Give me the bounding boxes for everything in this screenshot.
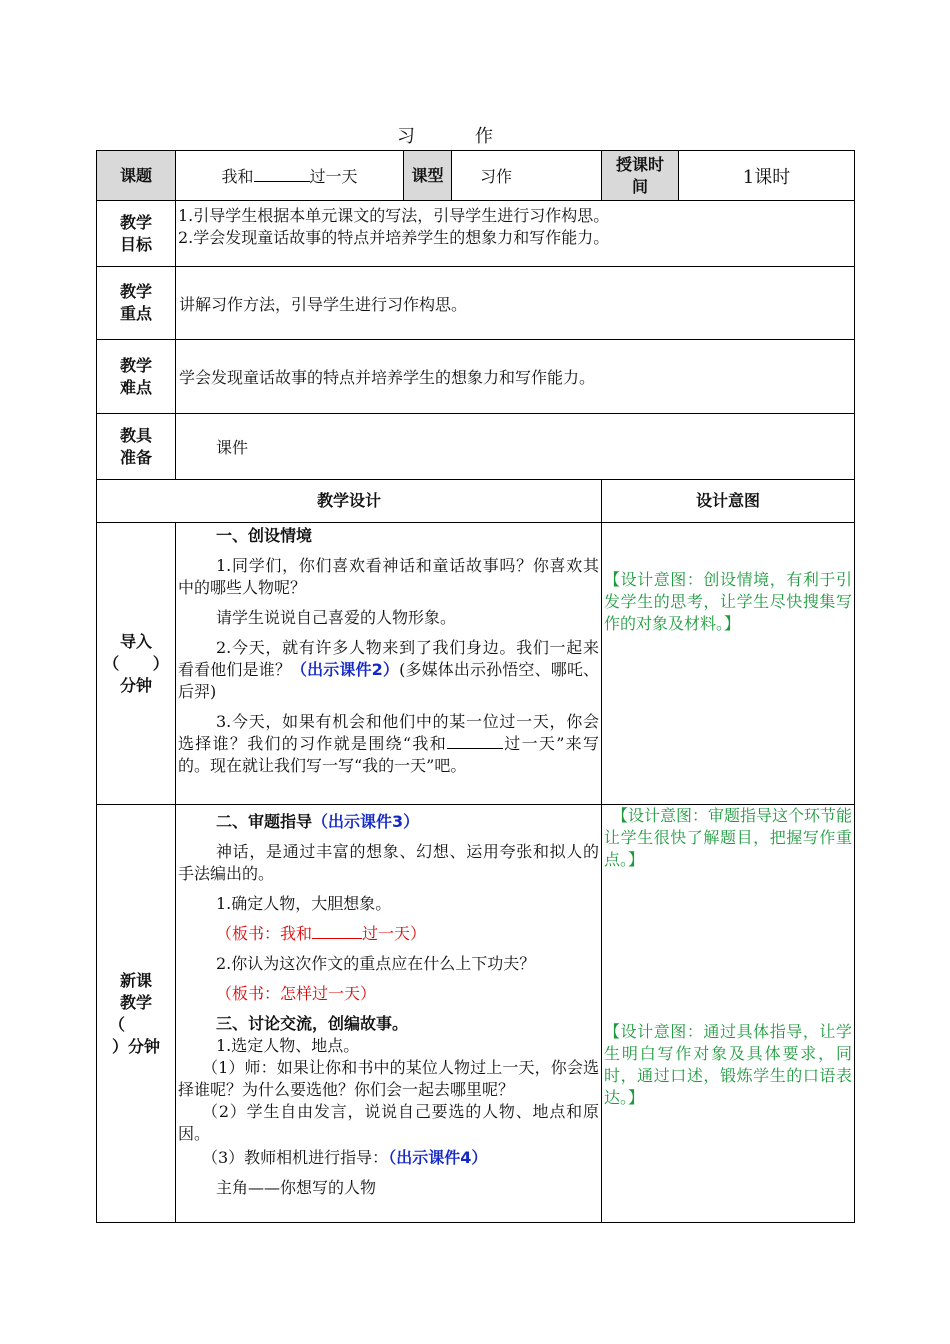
board1-pre: （板书：我和 <box>216 924 313 943</box>
lesson-plan-table <box>96 150 855 1223</box>
topic-label: 课题 <box>97 151 176 201</box>
goals-content <box>176 201 855 267</box>
key-points-text: 讲解习作方法，引导学生进行习作构思。 <box>176 267 855 340</box>
goal-item: 2.学会发现童话故事的特点并培养学生的想象力和写作能力。 <box>178 228 610 247</box>
section2-p4: 1.选定人物、地点。 <box>216 1036 360 1055</box>
section2-p7 <box>178 1147 599 1169</box>
courseware-ref: （出示课件2） <box>290 660 400 679</box>
section2-p7-pre: （3）教师相机进行指导： <box>202 1148 389 1167</box>
section1-p4-post: 过一天”来写的。现在就让我们写一写“我的一天”吧。 <box>178 734 599 775</box>
type-value: 习作 <box>452 151 602 201</box>
section2-p2: 1.确定人物，大胆想象。 <box>216 894 392 913</box>
section1-p4-pre: 3.今天，如果有机会和他们中的某一位过一天，你会选择谁？我们的习作就是围绕“我和 <box>178 712 599 753</box>
section2-heading <box>178 811 599 833</box>
topic-value <box>176 151 404 201</box>
section2-heading2: 三、讨论交流，创编故事。 <box>216 1014 409 1033</box>
section1-p3-pre: 2.今天，就有许多人物来到了我们身边。我们一起来看看他们是谁？ <box>178 638 599 679</box>
section1-blank <box>447 734 503 749</box>
courseware-ref: （出示课件4） <box>388 1148 488 1167</box>
difficulties-row <box>97 340 855 414</box>
section1-p2: 请学生说说自己喜爱的人物形象。 <box>216 608 457 627</box>
section1-heading: 一、创设情境 <box>216 526 313 545</box>
board1-blank <box>312 924 362 939</box>
topic-blank <box>254 167 310 182</box>
design-header-right: 设计意图 <box>602 480 855 523</box>
section2-board1 <box>178 923 599 945</box>
section2-label-line3: （ <box>109 1014 126 1034</box>
key-points-row <box>97 267 855 340</box>
key-points-label: 教学重点 <box>97 267 176 340</box>
courseware-ref: （出示课件3） <box>312 812 420 831</box>
design-header-left: 教学设计 <box>97 480 602 523</box>
section2-label <box>97 805 176 1223</box>
difficulties-text: 学会发现童话故事的特点并培养学生的想象力和写作能力。 <box>176 340 855 414</box>
section2-heading-text: 二、审题指导 <box>216 812 313 831</box>
section1-p3-post: (多媒体出示孙悟空、哪吒、后羿) <box>178 660 599 701</box>
difficulties-label: 教学难点 <box>97 340 176 414</box>
tools-label: 教具准备 <box>97 414 176 480</box>
goal-item: 1.引导学生根据本单元课文的写法，引导学生进行习作构思。 <box>178 206 610 225</box>
section2-board2: （板书：怎样过一天） <box>216 984 377 1003</box>
section1-label-line1: 导入 <box>119 631 152 651</box>
section1-label <box>97 523 176 805</box>
section2-label-line2: 教学 <box>119 992 152 1012</box>
section1-p3 <box>178 637 599 703</box>
design-header-row <box>97 480 855 523</box>
section2-row <box>97 805 855 1223</box>
section1-label-line3: 分钟 <box>119 675 152 695</box>
type-label: 课型 <box>404 151 452 201</box>
section2-intent <box>602 805 855 1223</box>
board1-post: 过一天） <box>362 924 427 943</box>
page-title <box>0 122 950 148</box>
section2-label-line4: ）分钟 <box>111 1036 160 1056</box>
section1-intent-text: 【设计意图：创设情境，有利于引发学生的思考，让学生尽快搜集写作的对象及材料。】 <box>604 570 852 633</box>
page-title-text: 习作 <box>397 126 553 147</box>
goals-label: 教学目标 <box>97 201 176 267</box>
topic-value-post: 过一天 <box>309 167 358 186</box>
section2-p6: （2）学生自由发言，说说自己要选的人物、地点和原因。 <box>178 1102 599 1143</box>
section2-intent2: 【设计意图：通过具体指导，让学生明白写作对象及具体要求，同时，通过口述，锻炼学生的口语表达。】 <box>604 1022 852 1107</box>
tools-text: 课件 <box>176 414 855 480</box>
goals-row <box>97 201 855 267</box>
section2-p5: （1）师：如果让你和书中的某位人物过上一天，你会选择谁呢？为什么要选他？你们会一起去哪里呢？ <box>178 1058 599 1099</box>
section2-label-line1: 新课 <box>119 970 152 990</box>
time-value: 1课时 <box>679 151 855 201</box>
section1-p1: 1.同学们，你们喜欢看神话和童话故事吗？你喜欢其中的哪些人物呢？ <box>178 556 599 597</box>
header-row <box>97 151 855 201</box>
section1-row <box>97 523 855 805</box>
section2-content <box>176 805 602 1223</box>
section1-label-line2: （ ） <box>103 653 169 673</box>
section2-p8: 主角——你想写的人物 <box>216 1178 377 1197</box>
section2-p1: 神话，是通过丰富的想象、幻想、运用夸张和拟人的手法编出的。 <box>178 842 599 883</box>
time-label: 授课时间 <box>602 151 679 201</box>
section1-content <box>176 523 602 805</box>
section1-intent <box>602 523 855 805</box>
section2-p3: 2.你认为这次作文的重点应在什么上下功夫？ <box>216 954 536 973</box>
section2-intent1: 【设计意图：审题指导这个环节能让学生很快了解题目，把握写作重点。】 <box>604 806 853 869</box>
topic-value-pre: 我和 <box>221 167 254 186</box>
section1-p4 <box>178 711 599 777</box>
tools-row <box>97 414 855 480</box>
